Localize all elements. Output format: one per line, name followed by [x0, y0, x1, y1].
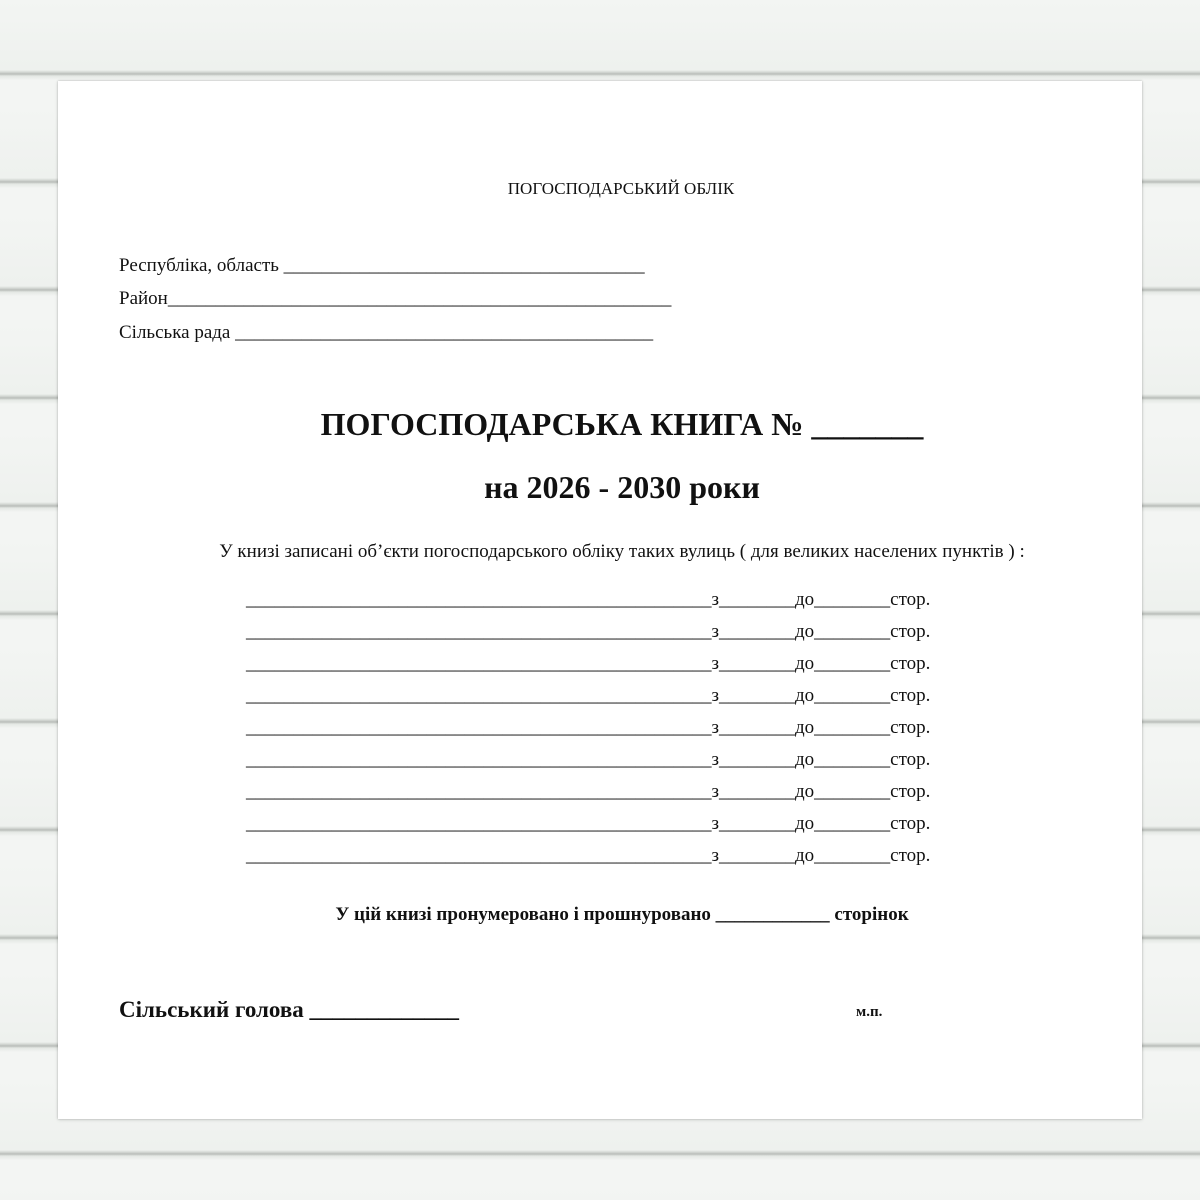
street-row: _________________________________________________з________до________стор. [246, 653, 931, 674]
street-row: _________________________________________________з________до________стор. [246, 845, 931, 866]
book-title: ПОГОСПОДАРСЬКА КНИГА № _______ [320, 406, 924, 442]
seal-place-mark: м.п. [856, 1004, 883, 1020]
street-row: _________________________________________________з________до________стор. [246, 781, 931, 802]
street-row: _________________________________________________з________до________стор. [246, 813, 931, 834]
numbered-pages-note: У цій книзі пронумеровано і прошнуровано ____________ сторінок [335, 904, 909, 925]
street-row: _________________________________________________з________до________стор. [246, 717, 931, 738]
village-council-field: Сільська рада ____________________________________________ [119, 322, 654, 343]
form-header: ПОГОСПОДАРСЬКИЙ ОБЛІК [507, 179, 735, 198]
street-row: _________________________________________________з________до________стор. [246, 621, 931, 642]
streets-intro: У книзі записані об’єкти погосподарського обліку таких вулиць ( для великих населених пунктів ) : [219, 541, 1025, 562]
street-row: _________________________________________________з________до________стор. [246, 589, 931, 610]
book-period: на 2026 - 2030 роки [484, 469, 760, 505]
district-field: Район_____________________________________________________ [119, 288, 672, 309]
street-row: _________________________________________________з________до________стор. [246, 749, 931, 770]
region-field: Республіка, область ______________________________________ [119, 255, 645, 276]
village-head-signature: Сільський голова _____________ [119, 997, 460, 1022]
form-sheet [58, 81, 1142, 1119]
street-row: _________________________________________________з________до________стор. [246, 685, 931, 706]
